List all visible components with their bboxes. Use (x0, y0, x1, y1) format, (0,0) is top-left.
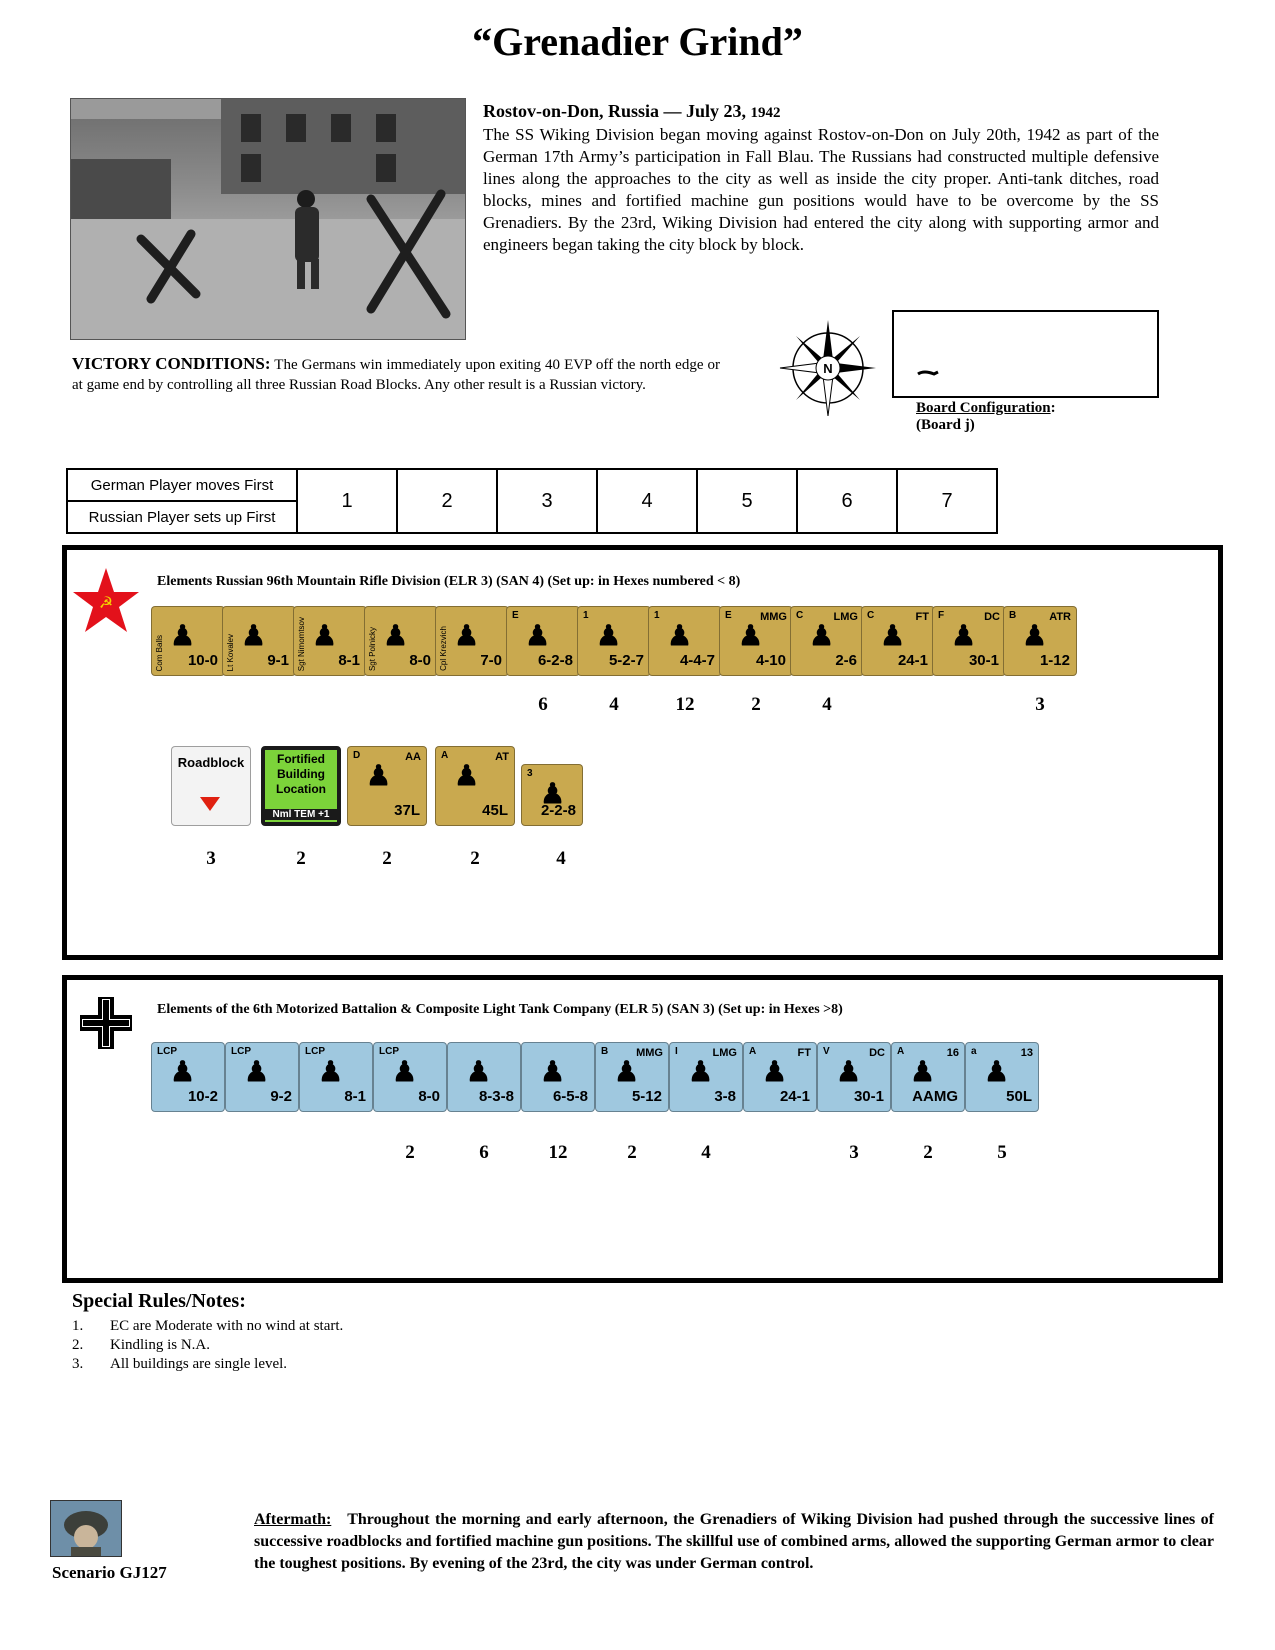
victory-label: VICTORY CONDITIONS: (72, 354, 271, 373)
counter-id: 1 (654, 610, 660, 621)
aftermath-text: Throughout the morning and early afternoon, the Grenadiers of Wiking Division had pushed through the successive lines of successive roadblocks and fortified machine gun positions. The skillful use of combined arms, allowed the supporting German armor to clear the toughest positions. By evening of the 23rd, the city was under German control. (254, 1511, 1215, 1572)
counter-strength: 8-0 (409, 652, 431, 669)
unit-figure-icon: ♟ (525, 620, 551, 651)
russian-unit-counter (293, 606, 367, 676)
counter-strength: 7-0 (480, 652, 502, 669)
unit-figure-icon: ♟ (880, 620, 906, 651)
counter-id: LCP (231, 1046, 251, 1057)
counter-id: B (601, 1046, 609, 1057)
counter-id: A (897, 1046, 905, 1057)
unit-quantity: 2 (923, 1142, 933, 1163)
leader-name: Sgt Nimomtsov (297, 616, 306, 671)
aftermath-label: Aftermath: (254, 1511, 332, 1528)
german-unit-counter (965, 1042, 1039, 1112)
unit-figure-icon: ♟ (170, 1056, 196, 1087)
counter-strength: 45L (482, 802, 508, 819)
counter-id: C (796, 610, 804, 621)
russian-unit-counter (506, 606, 580, 676)
unit-figure-icon: ♟ (244, 1056, 270, 1087)
unit-figure-icon: ♟ (984, 1056, 1010, 1087)
turn-7: 7 (897, 469, 997, 533)
counter-id: C (867, 610, 875, 621)
counter-id: 1 (583, 610, 589, 621)
victory-text: The Germans win immediately upon exiting 40 EVP off the north edge or at game end by controlling all three Russian Road Blocks. Any other result is a Russian victory. (72, 357, 720, 393)
russian-unit-counter (435, 606, 509, 676)
counter-strength: 4-4-7 (679, 652, 715, 669)
turn-2: 2 (397, 469, 497, 533)
turn-record-track (66, 468, 998, 534)
unit-figure-icon: ♟ (312, 620, 338, 651)
german-unit-counter (669, 1042, 743, 1112)
down-arrow-icon (200, 797, 220, 811)
russian-unit-counter (648, 606, 722, 676)
special-rule-3 (72, 1356, 287, 1373)
counter-type: MMG (636, 1047, 663, 1059)
scenario-title: “Grenadier Grind” (472, 19, 803, 64)
counter-label: Roadblock (177, 755, 245, 770)
leader-name: Lt Kovalev (226, 633, 235, 671)
counter-strength: 9-1 (267, 652, 289, 669)
counter-type: DC (869, 1047, 885, 1059)
counter-type: AA (405, 751, 421, 763)
counter-strength: 8-1 (344, 1088, 366, 1105)
turn-1: 1 (297, 469, 397, 533)
unit-quantity: 3 (206, 848, 216, 869)
german-forces-panel (62, 975, 1223, 1283)
russian-oob-title: Elements Russian 96th Mountain Rifle Division (ELR 3) (SAN 4) (Set up: in Hexes numbered < 8) (157, 574, 741, 589)
counter-strength: 24-1 (779, 1088, 810, 1105)
rule-number: 3. (72, 1356, 84, 1372)
location-date: Rostov-on-Don, Russia — July 23, (483, 101, 747, 121)
german-unit-counter (521, 1042, 595, 1112)
russian-unit-counter (521, 764, 583, 826)
russian-unit-counter (364, 606, 438, 676)
counter-id: E (512, 610, 519, 621)
unit-figure-icon: ♟ (836, 1056, 862, 1087)
unit-figure-icon: ♟ (454, 620, 480, 651)
unit-quantity: 4 (822, 694, 832, 715)
russian-forces-panel (62, 545, 1223, 960)
unit-figure-icon: ♟ (614, 1056, 640, 1087)
fortified-building-counter (261, 746, 341, 826)
counter-strength: 5-2-7 (608, 652, 644, 669)
counter-id: F (938, 610, 945, 621)
counter-type: DC (984, 611, 1000, 623)
counter-strength: 8-0 (418, 1088, 440, 1105)
german-unit-counter (225, 1042, 299, 1112)
turn-3: 3 (497, 469, 597, 533)
unit-figure-icon: ♟ (383, 620, 409, 651)
scenario-location-date (483, 101, 781, 122)
unit-quantity: 2 (470, 848, 480, 869)
rule-text: All buildings are single level. (110, 1356, 288, 1372)
counter-strength: 2-2-8 (540, 802, 576, 819)
unit-figure-icon: ♟ (540, 778, 566, 809)
unit-figure-icon: ♟ (454, 760, 480, 791)
soviet-star-icon (71, 566, 141, 636)
unit-quantity: 4 (701, 1142, 711, 1163)
leader-name: Com Balls (155, 634, 164, 671)
first-move-label: German Player moves First (67, 469, 297, 501)
counter-strength: 6-2-8 (537, 652, 573, 669)
turn-4: 4 (597, 469, 697, 533)
unit-figure-icon: ♟ (688, 1056, 714, 1087)
german-unit-counter (891, 1042, 965, 1112)
rule-number: 1. (72, 1318, 84, 1334)
counter-id: LCP (157, 1046, 177, 1057)
german-unit-counter (151, 1042, 225, 1112)
leader-name: Sgt Polnicky (368, 626, 377, 671)
unit-figure-icon: ♟ (466, 1056, 492, 1087)
counter-type: FT (797, 1047, 811, 1059)
historical-photo (70, 98, 466, 340)
german-unit-counter (743, 1042, 817, 1112)
unit-quantity: 4 (609, 694, 619, 715)
russian-unit-counter (932, 606, 1006, 676)
unit-figure-icon: ♟ (366, 760, 392, 791)
unit-figure-icon: ♟ (596, 620, 622, 651)
counter-id: A (441, 750, 449, 761)
unit-figure-icon: ♟ (910, 1056, 936, 1087)
board-config-label: Board Configuration (916, 400, 1051, 416)
board-diagram (892, 310, 1159, 398)
rule-text: EC are Moderate with no wind at start. (110, 1318, 344, 1334)
counter-strength: 37L (394, 802, 420, 819)
roadblock-counter (171, 746, 251, 826)
counter-strength: 10-2 (187, 1088, 218, 1105)
russian-counters-row-2 (171, 746, 671, 896)
first-setup-label: Russian Player sets up First (67, 501, 297, 533)
unit-quantity: 2 (627, 1142, 637, 1163)
counter-id: I (675, 1046, 678, 1057)
unit-figure-icon: ♟ (241, 620, 267, 651)
german-oob-title: Elements of the 6th Motorized Battalion & Composite Light Tank Company (ELR 5) (SAN 3) (Set up: in Hexes >8) (157, 1002, 843, 1017)
special-rule-1 (72, 1318, 343, 1335)
svg-text:☭: ☭ (98, 593, 114, 612)
unit-quantity: 4 (556, 848, 566, 869)
compass-letter: N (823, 361, 833, 376)
counter-strength: 5-12 (631, 1088, 662, 1105)
counter-strength: 8-3-8 (478, 1088, 514, 1105)
german-unit-counter (817, 1042, 891, 1112)
turn-6: 6 (797, 469, 897, 533)
counter-id: A (749, 1046, 757, 1057)
year: 1942 (750, 105, 781, 121)
russian-counters-row-1 (151, 606, 1151, 736)
german-unit-counter (595, 1042, 669, 1112)
board-config-value: (Board j) (916, 417, 975, 433)
unit-quantity: 2 (405, 1142, 415, 1163)
counter-strength: 3-8 (714, 1088, 736, 1105)
counter-strength: 30-1 (968, 652, 999, 669)
unit-figure-icon: ♟ (540, 1056, 566, 1087)
rule-text: Kindling is N.A. (110, 1337, 211, 1353)
counter-strength: 50L (1006, 1088, 1032, 1105)
counter-type: 13 (1020, 1047, 1033, 1059)
compass-rose-icon (778, 318, 878, 418)
russian-unit-counter (577, 606, 651, 676)
counter-strength: 6-5-8 (552, 1088, 588, 1105)
counter-id: V (823, 1046, 830, 1057)
unit-quantity: 3 (1035, 694, 1045, 715)
russian-unit-counter (151, 606, 225, 676)
counter-strength: AAMG (912, 1088, 958, 1105)
counter-label: Fortified Building Location (276, 752, 326, 796)
unit-quantity: 12 (548, 1142, 568, 1163)
german-unit-counter (447, 1042, 521, 1112)
counter-strength: 9-2 (270, 1088, 292, 1105)
russian-unit-counter (790, 606, 864, 676)
rule-number: 2. (72, 1337, 84, 1353)
counter-id: 3 (527, 768, 533, 779)
unit-figure-icon: ♟ (809, 620, 835, 651)
unit-quantity: 6 (538, 694, 548, 715)
counter-strength: 4-10 (755, 652, 786, 669)
aftermath (254, 1509, 1214, 1575)
counter-type: MMG (760, 611, 787, 623)
unit-figure-icon: ♟ (667, 620, 693, 651)
leader-name: Cpl Krezvich (439, 626, 448, 671)
russian-unit-counter (222, 606, 296, 676)
balkenkreuz-icon (77, 994, 135, 1052)
counter-strength: 1-12 (1039, 652, 1070, 669)
unit-quantity: 2 (382, 848, 392, 869)
counter-strength: 24-1 (897, 652, 928, 669)
unit-figure-icon: ♟ (738, 620, 764, 651)
unit-figure-icon: ♟ (1022, 620, 1048, 651)
counter-id: E (725, 610, 732, 621)
counter-strength: 10-0 (187, 652, 218, 669)
counter-strength: 30-1 (853, 1088, 884, 1105)
soldier-portrait-icon (50, 1500, 122, 1557)
scenario-introduction: The SS Wiking Division began moving against Rostov-on-Don on July 20th, 1942 as part of the German 17th Army’s participation in Fall Blau. The Russians had constructed multiple defensive lines along the approaches to the city as well as inside the city proper. Anti-tank ditches, road blocks, mines and fortified machine gun positions would have to be overcome by the SS Grenadiers. By the 23rd, Wiking Division had entered the city along with supporting armor and engineers began taking the city block by block. (483, 125, 1159, 254)
counter-type: AT (495, 751, 509, 763)
scenario-id: Scenario GJ127 (52, 1563, 167, 1582)
unit-figure-icon: ♟ (951, 620, 977, 651)
russian-unit-counter (719, 606, 793, 676)
counter-sublabel: Nml TEM +1 (265, 809, 337, 820)
russian-unit-counter (435, 746, 515, 826)
counter-id: D (353, 750, 361, 761)
counter-type: LMG (833, 611, 858, 623)
counter-id: B (1009, 610, 1017, 621)
unit-quantity: 12 (675, 694, 695, 715)
counter-type: 16 (946, 1047, 959, 1059)
german-counters-row-1 (151, 1042, 1151, 1182)
unit-figure-icon: ♟ (318, 1056, 344, 1087)
russian-unit-counter (1003, 606, 1077, 676)
counter-type: LMG (712, 1047, 737, 1059)
special-rules-heading: Special Rules/Notes: (72, 1290, 246, 1312)
counter-strength: 2-6 (835, 652, 857, 669)
unit-figure-icon: ♟ (762, 1056, 788, 1087)
unit-figure-icon: ♟ (170, 620, 196, 651)
german-unit-counter (299, 1042, 373, 1112)
unit-quantity: 2 (296, 848, 306, 869)
counter-id: a (971, 1046, 977, 1057)
unit-figure-icon: ♟ (392, 1056, 418, 1087)
unit-quantity: 3 (849, 1142, 859, 1163)
german-unit-counter (373, 1042, 447, 1112)
unit-quantity: 6 (479, 1142, 489, 1163)
counter-id: LCP (305, 1046, 325, 1057)
unit-quantity: 5 (997, 1142, 1007, 1163)
victory-conditions (72, 354, 720, 395)
special-rule-2 (72, 1337, 210, 1354)
unit-quantity: 2 (751, 694, 761, 715)
russian-unit-counter (347, 746, 427, 826)
counter-strength: 8-1 (338, 652, 360, 669)
turn-5: 5 (697, 469, 797, 533)
counter-id: LCP (379, 1046, 399, 1057)
russian-unit-counter (861, 606, 935, 676)
counter-type: ATR (1049, 611, 1071, 623)
board-configuration: Board Configuration: (Board j) (916, 400, 1056, 433)
counter-type: FT (915, 611, 929, 623)
